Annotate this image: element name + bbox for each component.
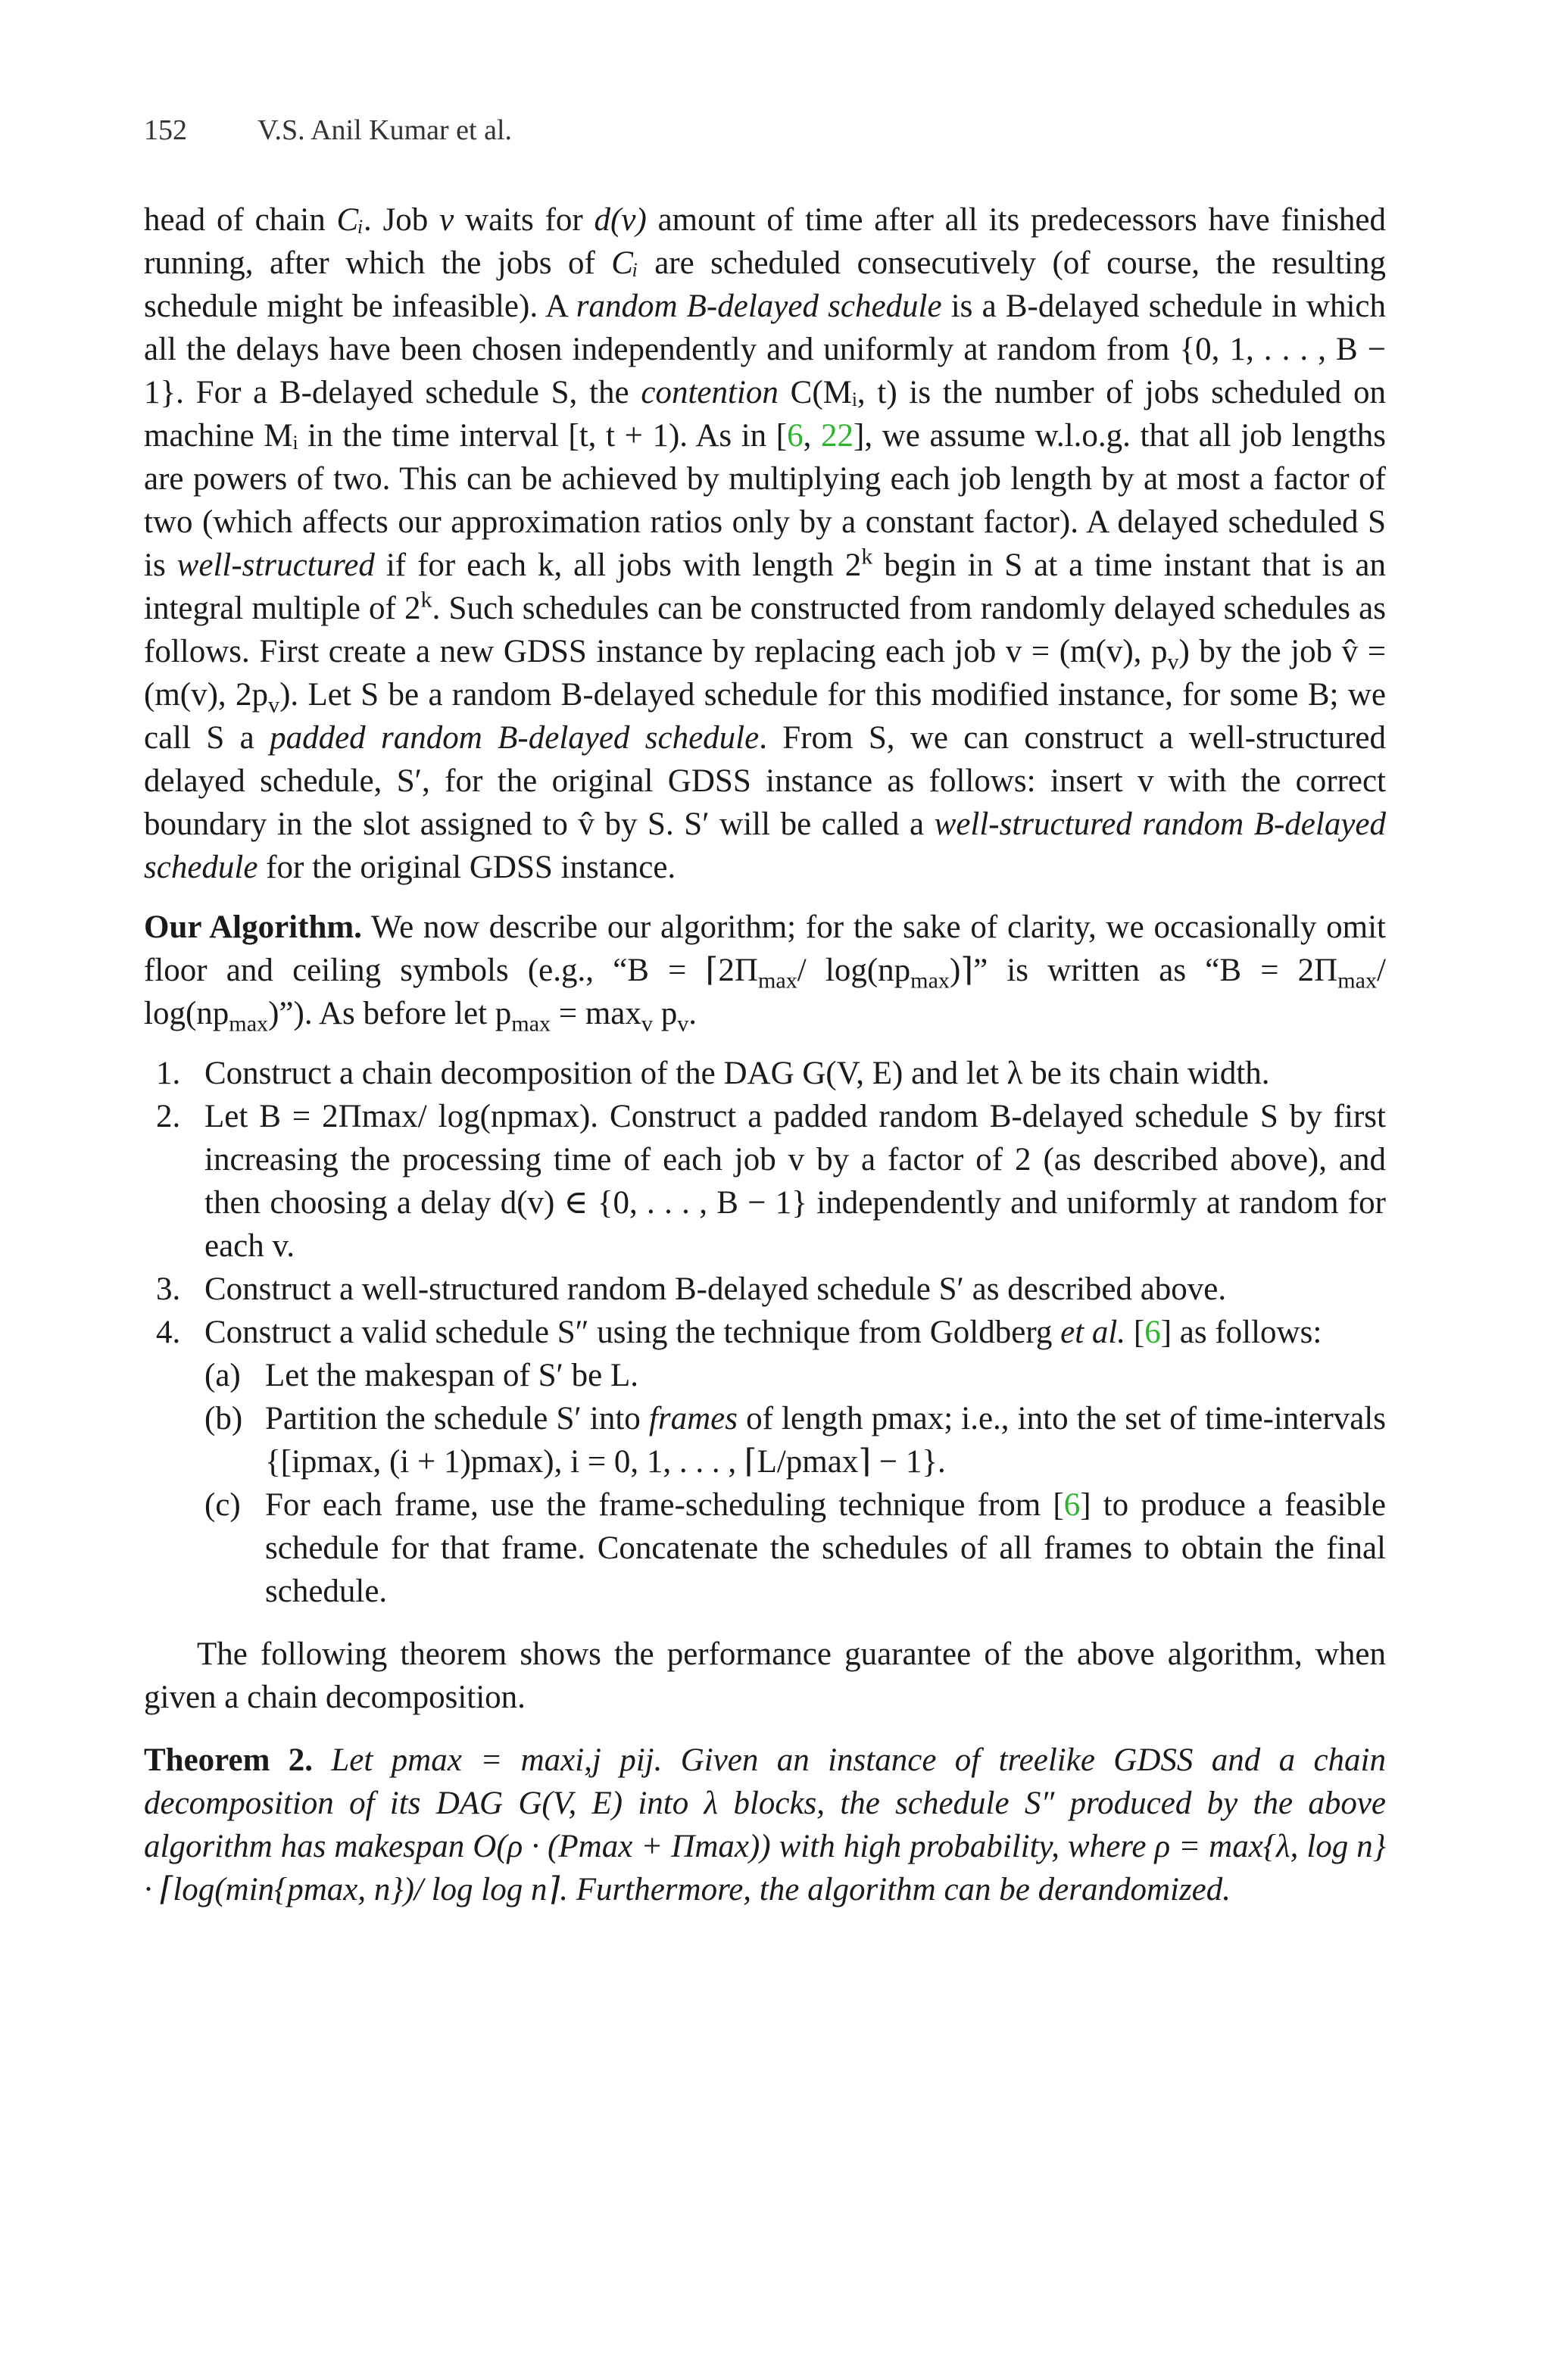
term-random-b-delayed: random B-delayed schedule (576, 289, 942, 324)
term-well-structured: well-structured (176, 547, 375, 583)
list-item: 3. Construct a well-structured random B-delayed schedule S′ as described above. (156, 1271, 1227, 1307)
citation-link[interactable]: 6 (1063, 1487, 1081, 1523)
term-well-structured-random: well-structured random B-delayed schedule (144, 806, 1386, 885)
theorem-body: Let pmax = maxi,j pij. Given an instance of treelike GDSS and a chain decomposition of its DAG G(V, E) into λ blocks, the schedule S″ produced by the above algorithm has makespan O(ρ · (Pmax + Πmax)) with high probability, where ρ = max{λ, log n} · ⌈log(min{pmax, n})/ log log n⌉. Furthermore, the algorithm can be derandomized. (144, 1742, 1386, 1907)
paragraph-our-algorithm: Our Algorithm. We now describe our algorithm; for the sake of clarity, we occasionally omit floor and ceiling symbols (e.g., “$B = ⌈2\Pi_{max}/$ $\log(np_{max})⌉$” is written as “$B = 2\Pi_{max}/$ $\log(np_{max})$”). As before let $p_{max} = \max_v p_v$. (144, 909, 1387, 1037)
list-item: (a) Let the makespan of S′ be L. (204, 1358, 639, 1393)
list-item: (c) For each frame, use the frame-scheduling technique from [6] to produce a feasible schedule for that frame. Concatenate the schedules of all frames to obtain the final schedule. (204, 1487, 1387, 1609)
page (144, 114, 1386, 1911)
running-authors: V.S. Anil Kumar et al. (257, 114, 513, 146)
term-padded-random: padded random B-delayed schedule (270, 720, 760, 756)
algorithm-heading: Our Algorithm. (144, 909, 362, 945)
algorithm-steps (144, 1052, 1386, 1613)
citation-link[interactable]: 6 (1144, 1315, 1161, 1350)
paragraph-following: The following theorem shows the performance guarantee of the above algorithm, when given a chain decomposition. (144, 1636, 1386, 1715)
running-header (144, 114, 1386, 147)
citation-link[interactable]: 22 (821, 418, 854, 454)
theorem-2 (144, 1739, 1386, 1911)
list-item: 2. Let B = 2Πmax/ log(npmax). Construct a padded random B-delayed schedule S by first increasing the processing time of each job v by a factor of 2 (as described above), and then choosing a delay d(v) ∈ {0, . . . , B − 1} independently and uniformly at random for each v. (156, 1099, 1386, 1264)
page-number: 152 (144, 114, 187, 146)
theorem-heading: Theorem 2. (144, 1742, 314, 1778)
sub-steps (204, 1354, 1386, 1613)
list-item: 1. Construct a chain decomposition of the DAG G(V, E) and let λ be its chain width. (156, 1056, 1270, 1091)
citation-link[interactable]: 6 (787, 418, 804, 454)
list-item: 4. Construct a valid schedule S″ using the technique from Goldberg et al. [6] as follows: (a) Let the makespan of S′ be L. (b) Partition the schedule S′ into frames of length pmax; i.e., into the set of time-intervals {[ipmax, (i + 1)pmax), i = 0, 1, . . . , ⌈L/pmax⌉ − 1}. (c) For each frame, use the frame-scheduling technique from [6] to produce a feasible schedule for that frame. Concatenate the schedules of all frames to obtain the final schedule. (144, 1311, 1386, 1613)
list-item: (b) Partition the schedule S′ into frames of length pmax; i.e., into the set of time-intervals {[ipmax, (i + 1)pmax), i = 0, 1, . . . , ⌈L/pmax⌉ − 1}. (204, 1401, 1386, 1480)
term-contention: contention (641, 375, 779, 410)
paragraph-delayed-schedule: head of chain Cᵢ. Job v waits for d(v) amount of time after all its predecessors have finished running, after which the jobs of Cᵢ are scheduled consecutively (of course, the resulting schedule might be infeasible). A random B-delayed schedule is a B-delayed schedule in which all the delays have been chosen independently and uniformly at random from {0, 1, . . . , B − 1}. For a B-delayed schedule S, the contention C(Mᵢ, t) is the number of jobs scheduled on machine Mᵢ in the time interval [t, t + 1). As in [6, 22], we assume w.l.o.g. that all job lengths are powers of two. This can be achieved by multiplying each job length by at most a factor of two (which affects our approximation ratios only by a constant factor). A delayed scheduled S is well-structured if for each k, all jobs with length 2$^k$ begin in S at a time instant that is an integral multiple of 2$^k$. Such schedules can be constructed from randomly delayed schedules as follows. First create a new GDSS instance by replacing each job v = (m(v), $p_v$) by the job v̂ = (m(v), $2p_v$). Let S be a random B-delayed schedule for this modified instance, for some B; we call S a padded random B-delayed schedule. From S, we can construct a well-structured delayed schedule, S′, for the original GDSS instance as follows: insert v with the correct boundary in the slot assigned to v̂ by S. S′ will be called a well-structured random B-delayed schedule for the original GDSS instance. (144, 202, 1387, 885)
